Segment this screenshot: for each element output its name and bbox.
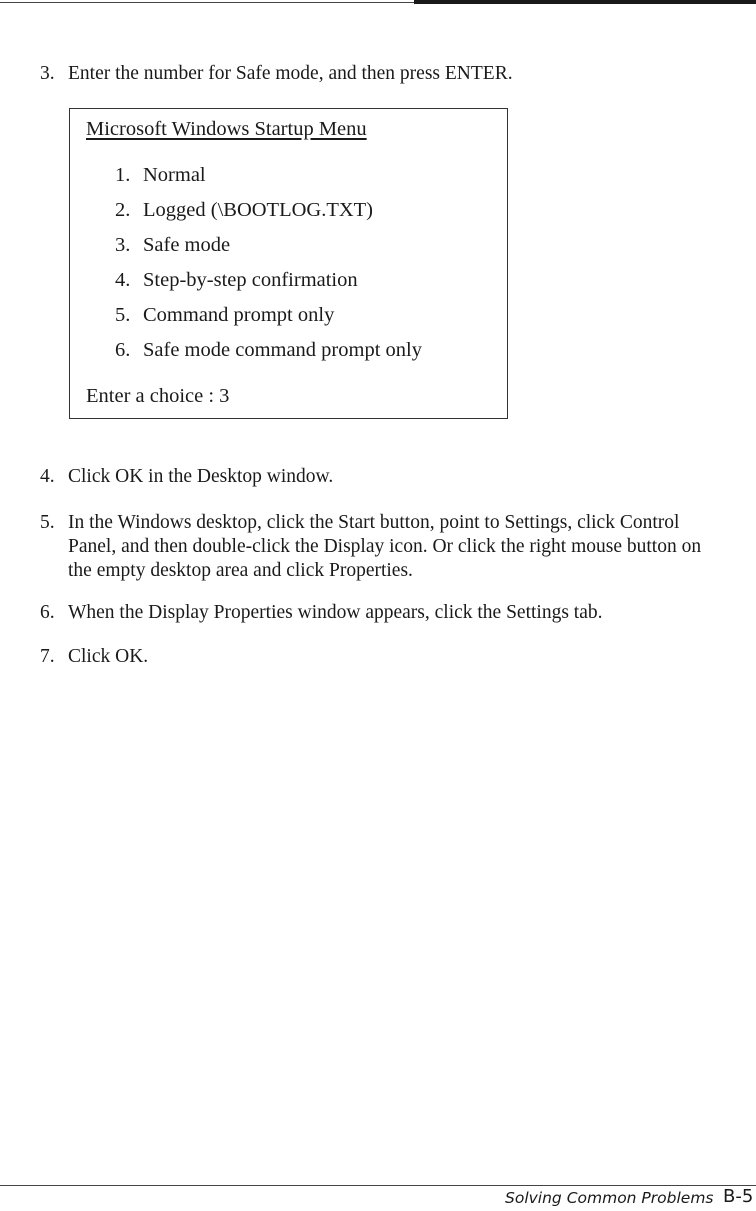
footer-rule	[0, 1185, 756, 1186]
startup-menu-title: Microsoft Windows Startup Menu	[86, 118, 367, 140]
menu-item-label: Command prompt only	[143, 304, 335, 326]
menu-item-label: Safe mode command prompt only	[143, 339, 422, 361]
menu-item-label: Step-by-step confirmation	[143, 269, 358, 291]
menu-item-logged	[115, 199, 373, 222]
menu-item-safe-mode	[115, 234, 230, 257]
menu-item-label: Logged (\BOOTLOG.TXT)	[143, 199, 374, 221]
header-rule-thick	[414, 0, 756, 4]
startup-menu-box	[69, 108, 508, 419]
step-number: 7.	[40, 646, 55, 667]
menu-item-number: 6.	[115, 339, 131, 361]
menu-item-number: 1.	[115, 164, 131, 186]
menu-item-number: 5.	[115, 304, 131, 326]
step-6	[40, 601, 740, 627]
step-text: Enter the number for Safe mode, and then press ENTER.	[68, 63, 513, 84]
step-5	[40, 511, 756, 585]
step-3	[40, 62, 740, 88]
menu-item-label: Safe mode	[143, 234, 231, 256]
menu-item-step-by-step	[115, 269, 358, 292]
step-text: When the Display Properties window appears, click the Settings tab.	[68, 602, 603, 623]
step-number: 6.	[40, 602, 55, 623]
step-number: 3.	[40, 63, 55, 84]
menu-item-command-prompt	[115, 304, 334, 327]
footer-section-title: Solving Common Problems	[505, 1189, 714, 1207]
step-text: Click OK in the Desktop window.	[68, 466, 334, 487]
step-text: Click OK.	[68, 646, 149, 667]
menu-item-label: Normal	[143, 164, 206, 186]
step-number: 4.	[40, 466, 55, 487]
menu-item-safe-command-prompt	[115, 339, 422, 362]
menu-item-number: 3.	[115, 234, 131, 256]
step-4	[40, 465, 740, 491]
header-rule-thin	[0, 2, 416, 3]
menu-item-number: 4.	[115, 269, 131, 291]
step-text: In the Windows desktop, click the Start button, point to Settings, click Control Panel, and then double-click the Display icon. Or click the right mouse button on the empty desktop area and click Properties.	[68, 512, 702, 581]
step-number: 5.	[40, 512, 55, 533]
footer-page-number: B-5	[723, 1186, 754, 1207]
step-7	[40, 645, 740, 671]
startup-menu-prompt: Enter a choice : 3	[86, 385, 230, 407]
menu-item-number: 2.	[115, 199, 131, 221]
menu-item-normal	[115, 164, 206, 187]
